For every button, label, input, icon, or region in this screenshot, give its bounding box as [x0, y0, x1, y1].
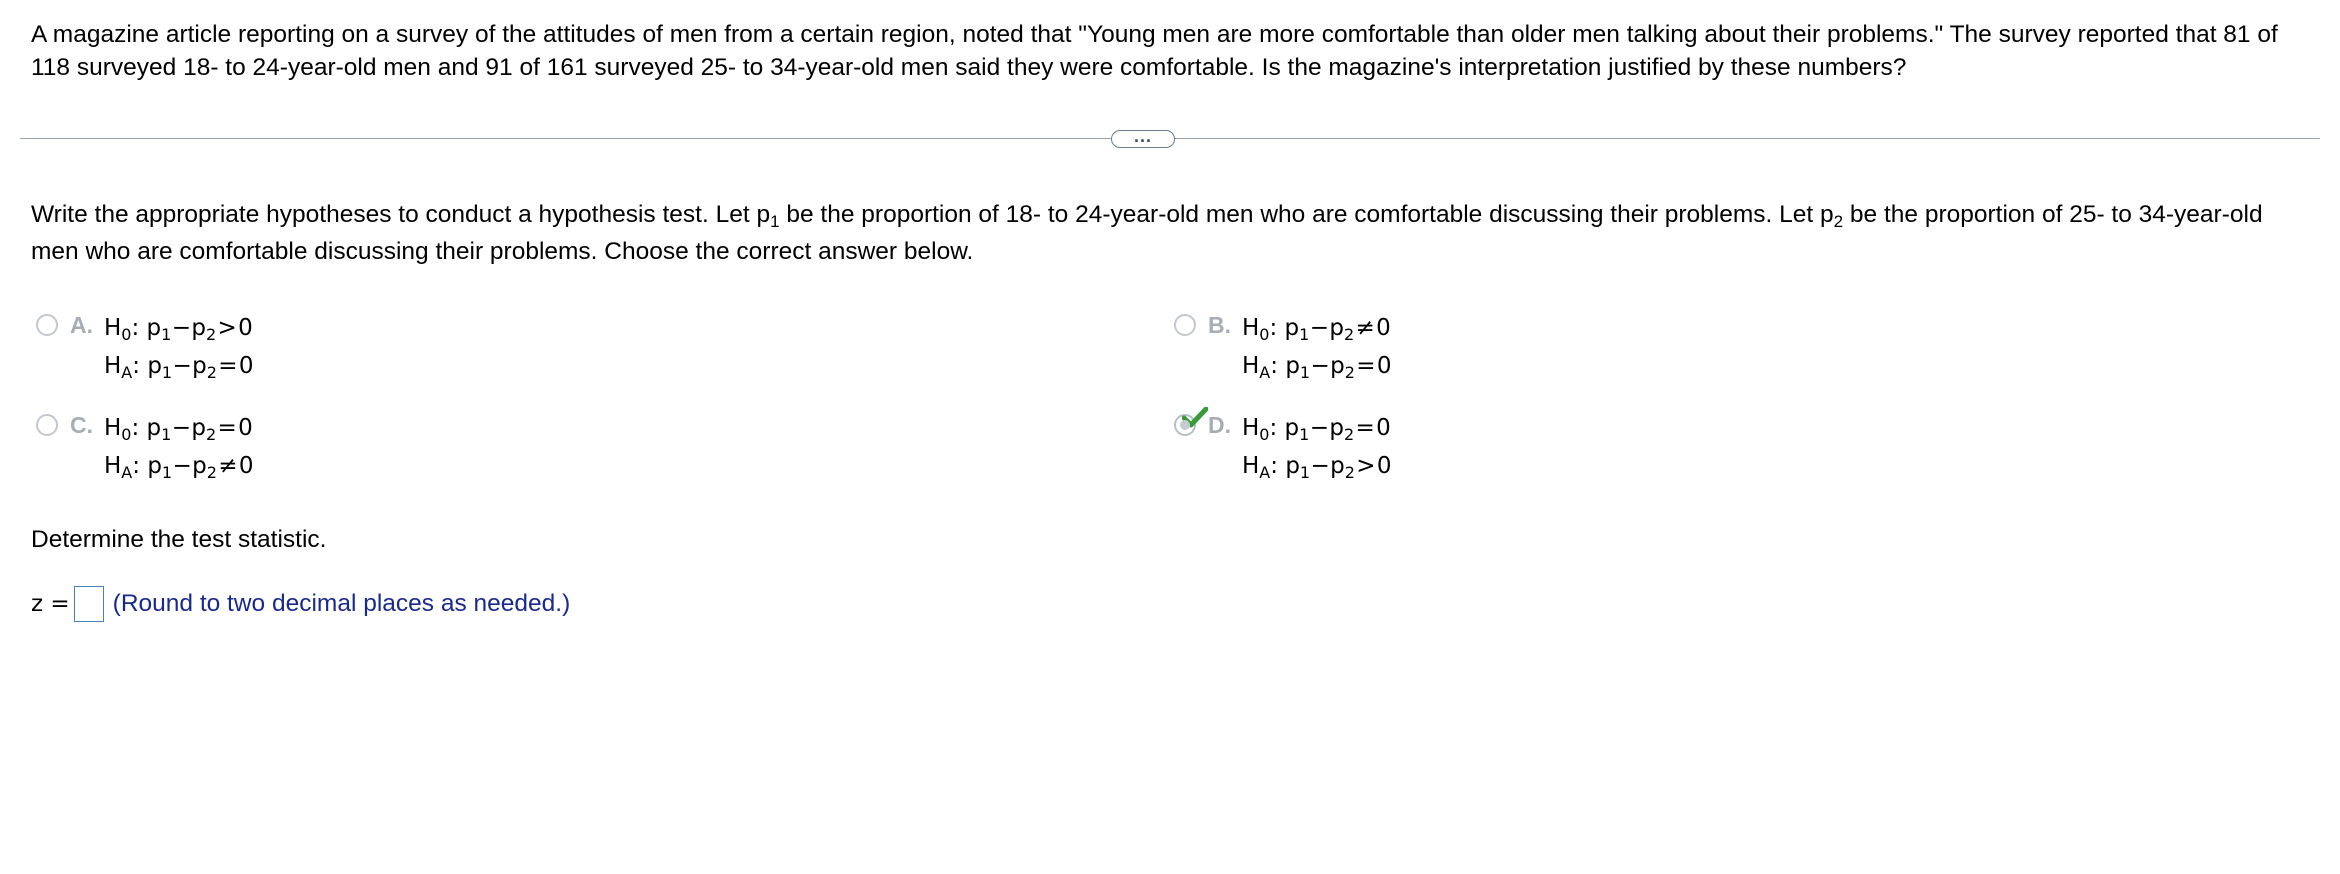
- option-a-alt-hypothesis: $H_A$: $p_1-p_2=0$: [104, 353, 254, 382]
- option-c-hypotheses: [104, 409, 254, 485]
- expand-button[interactable]: [1111, 126, 1175, 148]
- option-a[interactable]: [36, 309, 254, 385]
- test-statistic-row: [31, 586, 570, 622]
- question-part-2: be the proportion of 18- to 24-year-old men who are comfortable discussing their problems. Let p: [779, 201, 1834, 228]
- option-c-radio[interactable]: [36, 414, 58, 436]
- option-d-letter: D.: [1208, 412, 1231, 438]
- option-a-radio[interactable]: [36, 314, 58, 336]
- option-b-alt-hypothesis: $H_A$: $p_1-p_2=0$: [1242, 353, 1392, 382]
- option-c[interactable]: [36, 409, 254, 485]
- option-b[interactable]: [1174, 309, 1392, 385]
- option-c-letter: C.: [70, 412, 93, 438]
- option-a-hypotheses: [104, 309, 254, 385]
- option-a-null-hypothesis: $H_0$: $p_1-p_2>0$: [104, 315, 253, 344]
- option-d-alt-hypothesis: $H_A$: $p_1-p_2>0$: [1242, 453, 1392, 482]
- z-label: z =: [31, 591, 70, 617]
- option-d-null-hypothesis: $H_0$: $p_1-p_2=0$: [1242, 415, 1391, 444]
- option-c-null-hypothesis: $H_0$: $p_1-p_2=0$: [104, 415, 253, 444]
- option-d-radio[interactable]: [1174, 414, 1196, 436]
- question-part-1: Write the appropriate hypotheses to conduct a hypothesis test. Let p: [31, 201, 771, 228]
- option-c-alt-hypothesis: $H_A$: $p_1-p_2\ne 0$: [104, 453, 254, 482]
- option-d-hypotheses: [1242, 409, 1392, 485]
- question-prompt: [31, 196, 2291, 270]
- option-b-radio[interactable]: [1174, 314, 1196, 336]
- option-b-null-hypothesis: $H_0$: $p_1-p_2\ne 0$: [1242, 315, 1391, 344]
- option-a-letter: A.: [70, 312, 93, 338]
- rounding-hint: (Round to two decimal places as needed.): [112, 590, 571, 617]
- question-sub-2: 2: [1833, 212, 1844, 231]
- check-icon: [1182, 407, 1208, 429]
- option-b-hypotheses: [1242, 309, 1392, 385]
- z-answer-input[interactable]: [74, 586, 104, 622]
- question-sub-1: 1: [770, 212, 780, 231]
- option-d[interactable]: [1174, 409, 1392, 485]
- test-statistic-label: Determine the test statistic.: [31, 526, 327, 553]
- option-b-letter: B.: [1208, 312, 1231, 338]
- problem-statement: A magazine article reporting on a survey of the attitudes of men from a certain region, noted that "Young men are more comfortable than older men talking about their problems." The survey reported that 81 of 118 surveyed 18- to 24-year-old men and 91 of 161 surveyed 25- to 34-year-old men said they were comfortable. Is the magazine's interpretation justified by these numbers?: [31, 21, 2278, 81]
- ellipsis-icon: ...: [1133, 126, 1152, 146]
- question-part-3: be the proportion of 25- to 34-year-old men who are comfortable discussing their problems. Choose the correct answer below.: [31, 201, 2263, 265]
